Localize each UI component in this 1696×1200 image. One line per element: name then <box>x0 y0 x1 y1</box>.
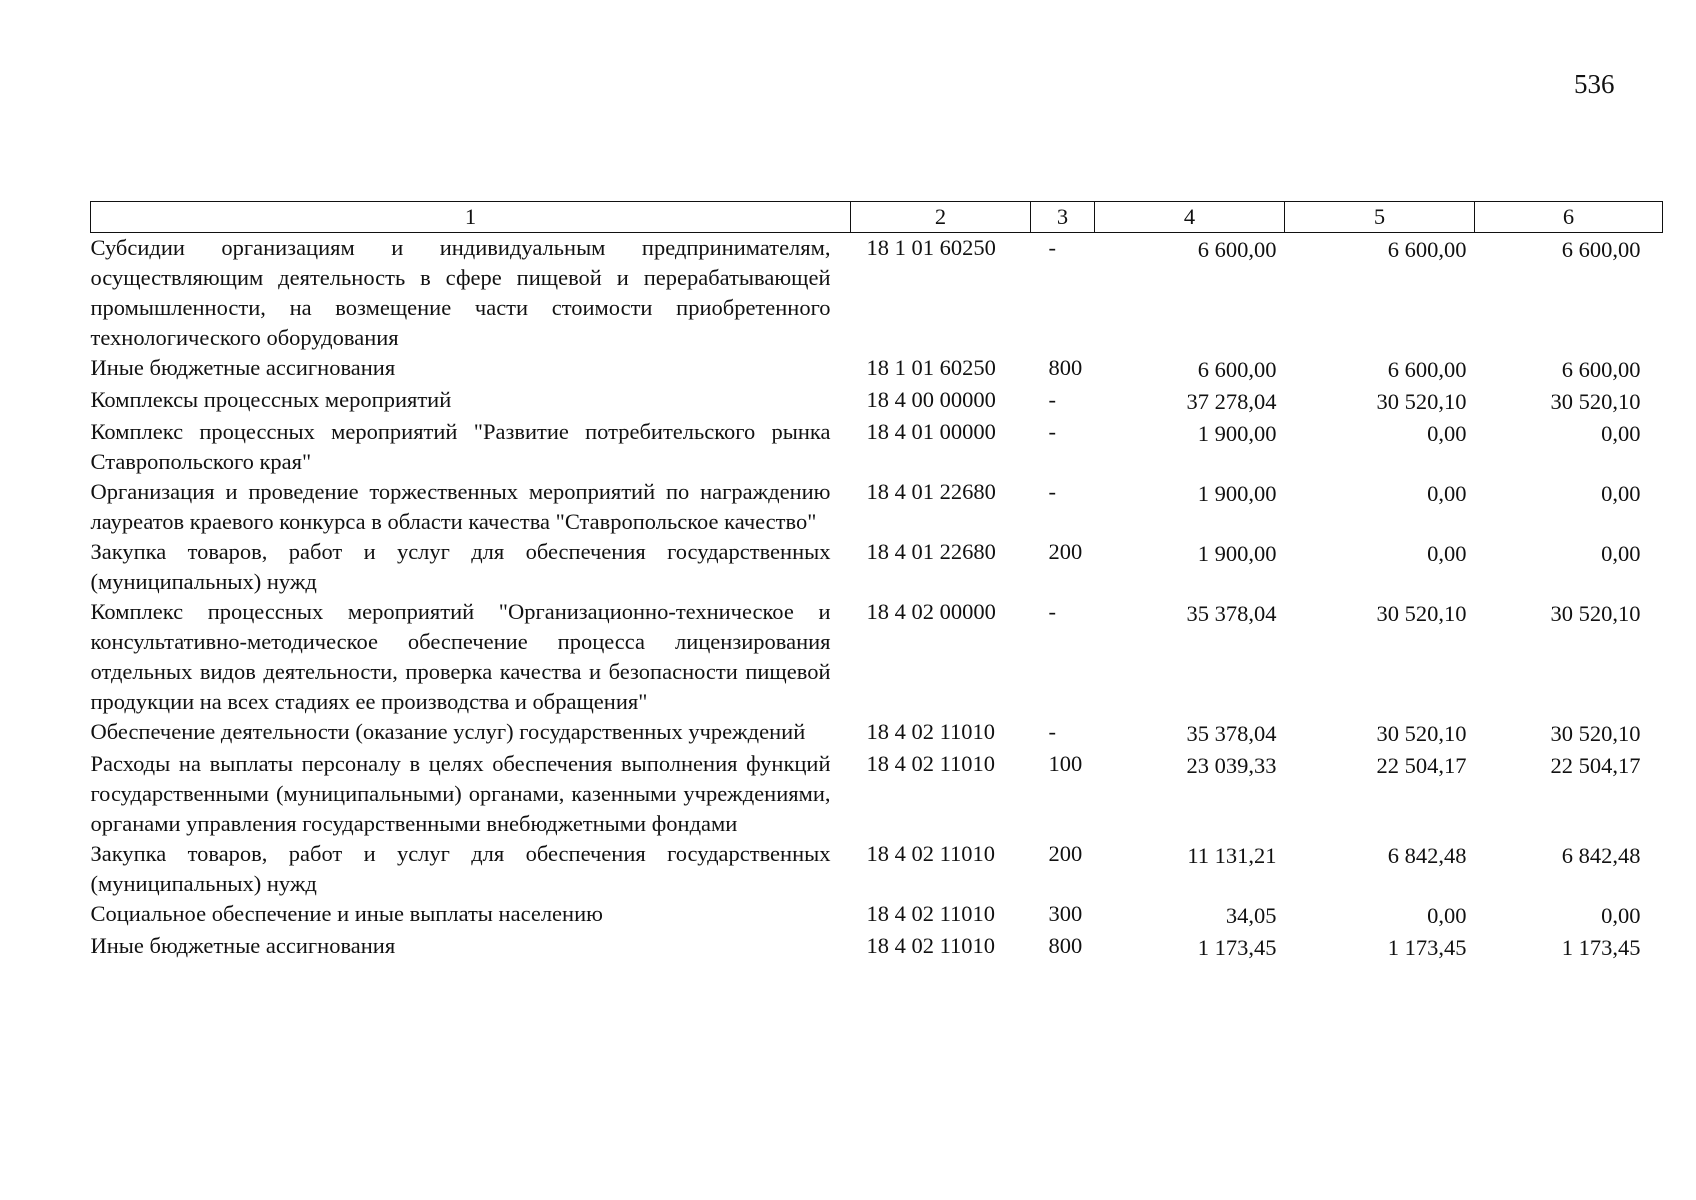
row-code: 18 4 02 00000 <box>866 599 996 624</box>
row-value-col5: 30 520,10 <box>1376 721 1467 746</box>
row-expense-type: - <box>1048 479 1056 504</box>
row-value-col4: 6 600,00 <box>1197 237 1277 262</box>
row-value-col6: 6 842,48 <box>1561 843 1641 868</box>
row-value-col5: 0,00 <box>1427 481 1467 506</box>
row-code: 18 4 01 00000 <box>866 419 996 444</box>
row-description: Субсидии организациям и индивидуальным предпринимателям, осуществляющим деятельность в сфере пищевой и перерабатывающей промышленности, на возмещение части стоимости приобретенного технологического оборудования <box>90 235 831 350</box>
row-value-col6: 30 520,10 <box>1550 389 1641 414</box>
row-description: Закупка товаров, работ и услуг для обеспечения государственных (муниципальных) нужд <box>90 539 831 594</box>
row-code: 18 1 01 60250 <box>866 235 996 260</box>
row-code: 18 4 02 11010 <box>866 751 996 776</box>
row-value-col5: 6 842,48 <box>1387 843 1467 868</box>
table-row <box>91 385 1663 417</box>
row-value-col4: 1 900,00 <box>1197 421 1277 446</box>
row-value-col4: 23 039,33 <box>1186 753 1277 778</box>
header-col-2: 2 <box>851 202 1031 233</box>
row-value-col6: 30 520,10 <box>1550 721 1641 746</box>
header-row <box>91 202 1663 233</box>
table-body <box>91 233 1663 964</box>
row-code: 18 4 02 11010 <box>866 933 996 958</box>
header-col-6: 6 <box>1475 202 1663 233</box>
row-code: 18 4 01 22680 <box>866 539 996 564</box>
row-expense-type: - <box>1048 419 1056 444</box>
row-value-col4: 6 600,00 <box>1197 357 1277 382</box>
row-value-col5: 0,00 <box>1427 903 1467 928</box>
row-code: 18 4 01 22680 <box>866 479 996 504</box>
row-expense-type: - <box>1048 235 1056 260</box>
row-description: Иные бюджетные ассигнования <box>90 933 396 958</box>
table-row <box>91 477 1663 537</box>
row-expense-type: - <box>1048 387 1056 412</box>
table-row <box>91 233 1663 354</box>
row-expense-type: 800 <box>1048 355 1083 380</box>
row-description: Обеспечение деятельности (оказание услуг) государственных учреждений <box>90 719 806 744</box>
row-expense-type: - <box>1048 719 1056 744</box>
row-value-col5: 1 173,45 <box>1387 935 1467 960</box>
row-value-col4: 1 173,45 <box>1197 935 1277 960</box>
row-description: Расходы на выплаты персоналу в целях обеспечения выполнения функций государственными (муниципальными) органами, казенными учреждениями, органами управления государственными внебюджетными фондами <box>90 751 831 836</box>
row-value-col6: 0,00 <box>1601 481 1641 506</box>
row-value-col5: 0,00 <box>1427 421 1467 446</box>
row-value-col4: 11 131,21 <box>1187 843 1277 868</box>
header-col-1: 1 <box>91 202 851 233</box>
row-value-col4: 1 900,00 <box>1197 481 1277 506</box>
row-description: Закупка товаров, работ и услуг для обеспечения государственных (муниципальных) нужд <box>90 841 831 896</box>
row-description: Иные бюджетные ассигнования <box>90 355 396 380</box>
table-row <box>91 899 1663 931</box>
table-row <box>91 931 1663 963</box>
row-description: Комплекс процессных мероприятий "Организационно-техническое и консультативно-методическое обеспечение процесса лицензирования отдельных видов деятельности, проверка качества и безопасности пищевой продукции на всех стадиях ее производства и обращения" <box>90 599 831 714</box>
row-value-col6: 1 173,45 <box>1561 935 1641 960</box>
row-code: 18 4 02 11010 <box>866 901 996 926</box>
row-code: 18 4 00 00000 <box>866 387 996 412</box>
row-value-col6: 6 600,00 <box>1561 357 1641 382</box>
row-value-col4: 37 278,04 <box>1186 389 1277 414</box>
header-col-3: 3 <box>1031 202 1095 233</box>
row-value-col5: 22 504,17 <box>1376 753 1467 778</box>
table-row <box>91 717 1663 749</box>
row-value-col6: 0,00 <box>1601 421 1641 446</box>
row-code: 18 4 02 11010 <box>866 841 996 866</box>
row-value-col6: 6 600,00 <box>1561 237 1641 262</box>
row-expense-type: 100 <box>1048 751 1083 776</box>
row-value-col5: 30 520,10 <box>1376 601 1467 626</box>
table-row <box>91 749 1663 839</box>
row-expense-type: 800 <box>1048 933 1083 958</box>
budget-table <box>90 201 1663 963</box>
row-value-col5: 30 520,10 <box>1376 389 1467 414</box>
row-expense-type: 300 <box>1048 901 1083 926</box>
row-expense-type: - <box>1048 599 1056 624</box>
row-code: 18 4 02 11010 <box>866 719 996 744</box>
header-col-4: 4 <box>1095 202 1285 233</box>
row-value-col6: 30 520,10 <box>1550 601 1641 626</box>
row-value-col6: 0,00 <box>1601 903 1641 928</box>
row-description: Комплексы процессных мероприятий <box>90 387 452 412</box>
row-value-col4: 35 378,04 <box>1186 721 1277 746</box>
row-value-col5: 6 600,00 <box>1387 357 1467 382</box>
table-header <box>91 202 1663 233</box>
table-row <box>91 417 1663 477</box>
row-value-col4: 1 900,00 <box>1197 541 1277 566</box>
row-value-col4: 35 378,04 <box>1186 601 1277 626</box>
row-value-col6: 0,00 <box>1601 541 1641 566</box>
table-row <box>91 353 1663 385</box>
header-col-5: 5 <box>1285 202 1475 233</box>
table-row <box>91 537 1663 597</box>
row-description: Социальное обеспечение и иные выплаты населению <box>90 901 603 926</box>
row-description: Организация и проведение торжественных мероприятий по награждению лауреатов краевого конкурса в области качества "Ставропольское качество" <box>90 479 831 534</box>
row-description: Комплекс процессных мероприятий "Развитие потребительского рынка Ставропольского края" <box>90 419 831 474</box>
row-value-col4: 34,05 <box>1225 903 1277 928</box>
row-value-col5: 6 600,00 <box>1387 237 1467 262</box>
table-row <box>91 839 1663 899</box>
row-code: 18 1 01 60250 <box>866 355 996 380</box>
row-expense-type: 200 <box>1048 841 1083 866</box>
row-value-col6: 22 504,17 <box>1550 753 1641 778</box>
row-expense-type: 200 <box>1048 539 1083 564</box>
row-value-col5: 0,00 <box>1427 541 1467 566</box>
page-number: 536 <box>1574 69 1615 99</box>
table-row <box>91 597 1663 717</box>
